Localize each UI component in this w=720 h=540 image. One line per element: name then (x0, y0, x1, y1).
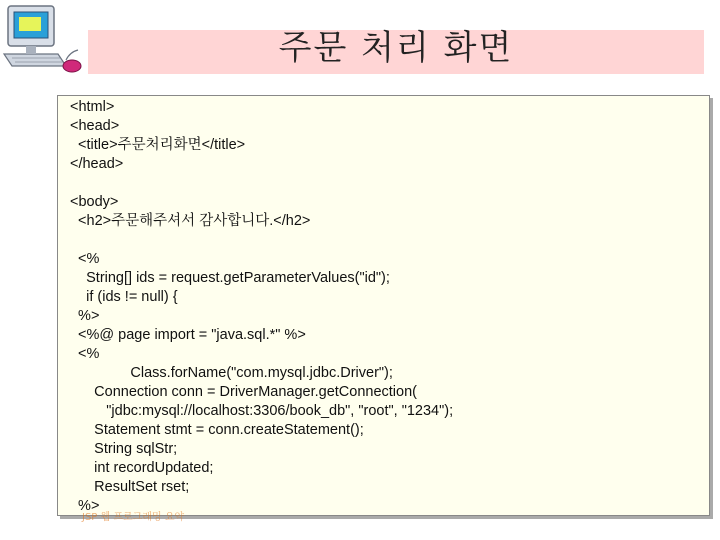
code-line: </head> (70, 156, 124, 172)
code-line: Statement stmt = conn.createStatement(); (70, 422, 364, 438)
code-line: Connection conn = DriverManager.getConnection( (70, 384, 417, 400)
code-line: <body> (70, 194, 119, 210)
code-line: int recordUpdated; (70, 460, 214, 476)
code-line: %> (70, 308, 100, 324)
computer-logo-icon (0, 0, 88, 80)
code-line: <title>주문처리화면</title> (70, 137, 246, 153)
code-line: <%@ page import = "java.sql.*" %> (70, 327, 306, 343)
code-line: <head> (70, 118, 120, 134)
code-block (57, 95, 710, 516)
slide-title: 주문 처리 화면 (278, 28, 514, 68)
code-line: if (ids != null) { (70, 289, 178, 305)
code-line: <% (70, 251, 100, 267)
code-line: String[] ids = request.getParameterValues("id"); (70, 270, 390, 286)
code-line: <h2>주문해주셔서 감사합니다.</h2> (70, 213, 311, 229)
code-line: <html> (70, 99, 115, 115)
code-line: %> (70, 498, 100, 514)
code-line: Class.forName("com.mysql.jdbc.Driver"); (70, 365, 393, 381)
code-line: "jdbc:mysql://localhost:3306/book_db", "root", "1234"); (70, 403, 454, 419)
slide-footer: JSP 웹 프로그래밍 요약 (82, 512, 185, 523)
code-line: <% (70, 346, 100, 362)
code-line: String sqlStr; (70, 441, 178, 457)
code-line: ResultSet rset; (70, 479, 190, 495)
